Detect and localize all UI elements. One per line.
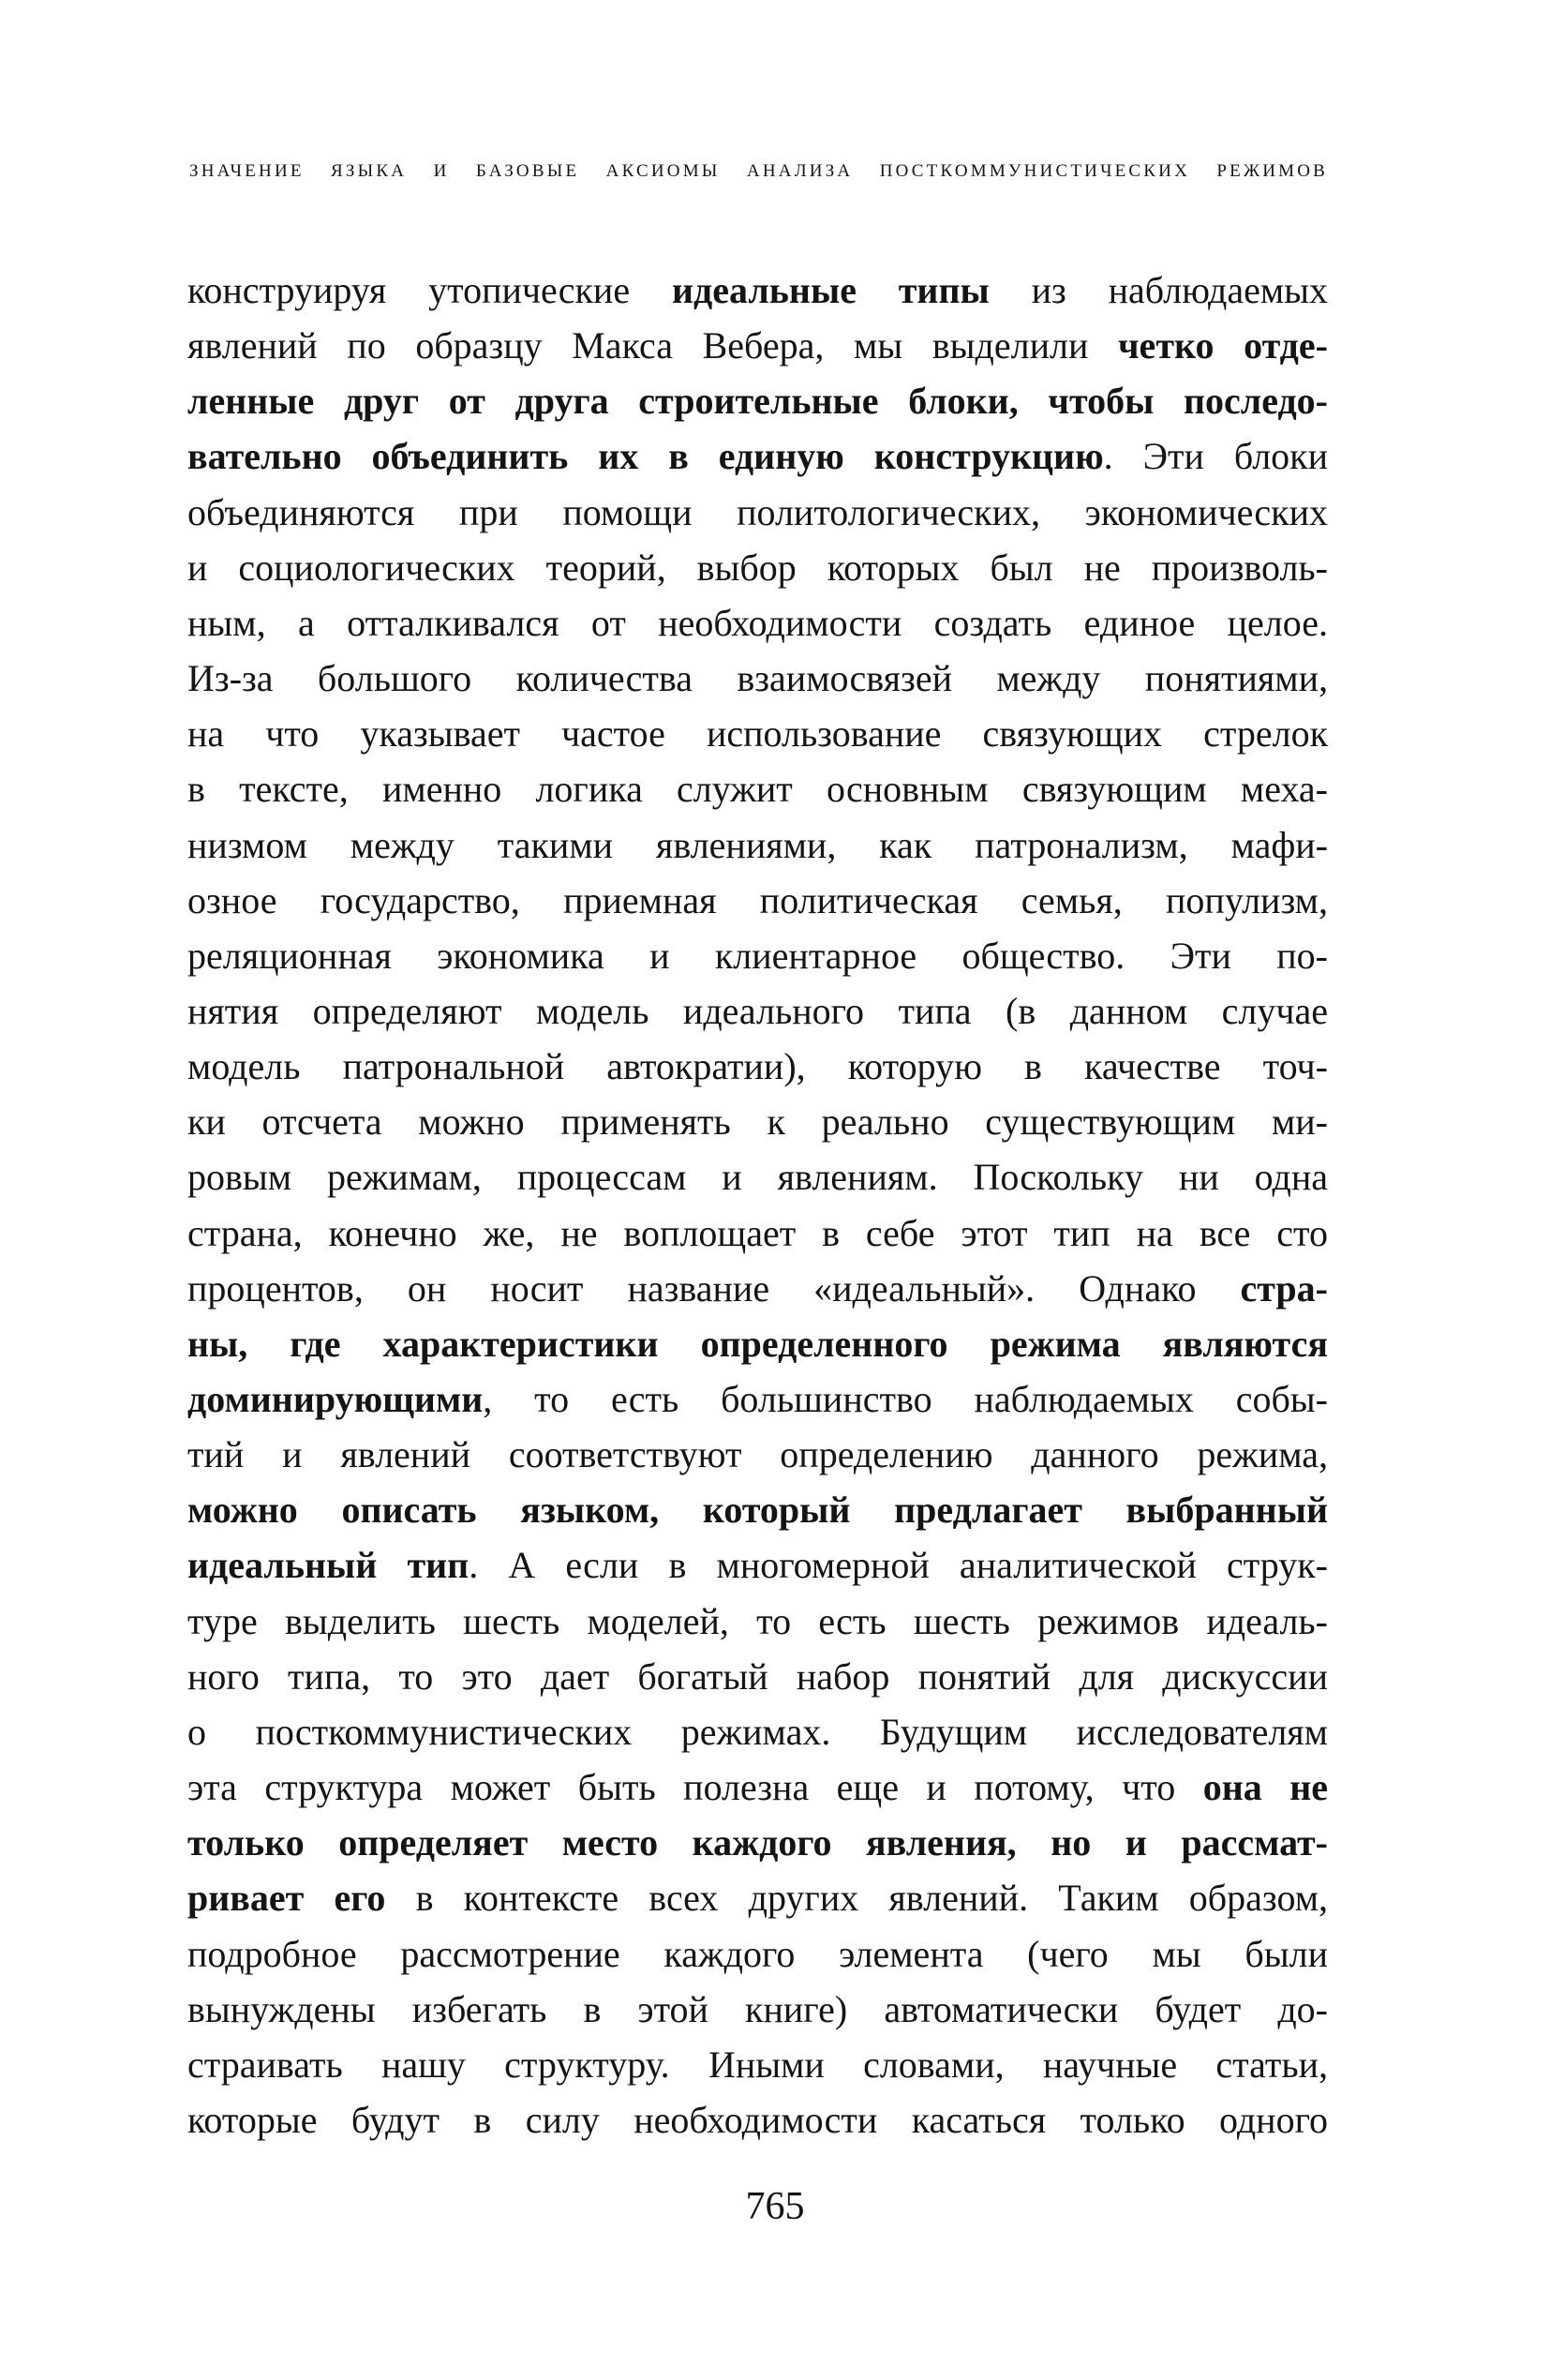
text-span: в контексте всех других явлений. Таким образом, (385, 1877, 1329, 1920)
text-line (187, 595, 1328, 651)
text-span: . Эти блоки (1103, 435, 1328, 478)
text-span: эта структура может быть полезна еще и потому, что (187, 1766, 1203, 1809)
text-span: ки отсчета можно применять к реально существующим ми- (187, 1100, 1328, 1144)
text-line (187, 706, 1328, 761)
text-span: из наблюдаемых (989, 269, 1329, 311)
text-line (187, 651, 1328, 706)
bold-text-span: только определяет место каждого явления, но и рассмат- (187, 1821, 1328, 1864)
text-line (187, 817, 1328, 873)
text-line (187, 1870, 1328, 1925)
text-span: и социологических теорий, выбор которых был не произволь- (187, 546, 1328, 589)
text-line (187, 983, 1328, 1039)
text-line (187, 1926, 1328, 1982)
text-line (187, 1594, 1328, 1649)
text-line (187, 1649, 1328, 1704)
bold-text-span: вательно объединить их в единую конструкцию (187, 435, 1104, 478)
text-span: нятия определяют модель идеального типа (в данном случае (187, 989, 1328, 1032)
running-head: ЗНАЧЕНИЕ ЯЗЫКА И БАЗОВЫЕ АКСИОМЫ АНАЛИЗА ПОСТКОММУНИСТИЧЕСКИХ РЕЖИМОВ (189, 161, 1328, 181)
text-span: конструируя утопические (187, 269, 672, 311)
bold-text-span: ривает его (187, 1877, 386, 1920)
text-line (187, 1039, 1328, 1094)
bold-text-span: стра- (1240, 1266, 1328, 1310)
text-span: подробное рассмотрение каждого элемента (чего мы были (187, 1932, 1328, 1975)
text-line (187, 873, 1328, 928)
text-span: модель патрональной автократии), которую в качестве точ- (187, 1045, 1328, 1088)
text-span: процентов, он носит название «идеальный». Однако (187, 1266, 1241, 1310)
text-span: реляционная экономика и клиентарное общество. Эти по- (187, 934, 1328, 977)
text-line (187, 1149, 1328, 1205)
text-span: страна, конечно же, не воплощает в себе этот тип на все сто (187, 1211, 1328, 1254)
text-span: объединяются при помощи политологических, экономических (187, 490, 1328, 533)
text-span: . А если в многомерной аналитической струк- (469, 1544, 1328, 1587)
text-line (187, 318, 1328, 373)
text-span: ровым режимам, процессам и явлениям. Поскольку ни одна (187, 1156, 1328, 1199)
text-span: , то есть большинство наблюдаемых собы- (483, 1378, 1328, 1420)
text-span: тий и явлений соответствуют определению данного режима, (187, 1433, 1328, 1476)
text-line (187, 373, 1328, 428)
text-span: Из-за большого количества взаимосвязей между понятиями, (187, 657, 1328, 700)
text-span: в тексте, именно логика служит основным связующим меха- (187, 768, 1328, 811)
text-line (187, 262, 1328, 318)
bold-text-span: идеальный тип (187, 1544, 469, 1587)
text-line (187, 428, 1328, 484)
text-line (187, 1371, 1328, 1427)
text-span: которые будут в силу необходимости касаться только одного (187, 2098, 1328, 2141)
text-line (187, 1094, 1328, 1149)
text-line (187, 1316, 1328, 1371)
text-span: явлений по образцу Макса Вебера, мы выделили (187, 324, 1118, 367)
text-line (187, 1427, 1328, 1482)
text-span: на что указывает частое использование связующих стрелок (187, 712, 1328, 756)
text-line (187, 540, 1328, 595)
text-line (187, 485, 1328, 540)
text-line (187, 928, 1328, 983)
text-span: озное государство, приемная политическая семья, популизм, (187, 878, 1328, 921)
text-line (187, 1759, 1328, 1815)
bold-text-span: идеальные типы (671, 269, 990, 311)
text-line (187, 2037, 1328, 2092)
text-line (187, 1704, 1328, 1759)
text-line (187, 2092, 1328, 2148)
text-line (187, 1482, 1328, 1537)
bold-text-span: ленные друг от друга строительные блоки, чтобы последо- (187, 380, 1328, 423)
text-line (187, 1205, 1328, 1261)
page-number: 765 (745, 2185, 805, 2228)
text-span: о посткоммунистических режимах. Будущим исследователям (187, 1710, 1328, 1753)
bold-text-span: она не (1202, 1766, 1328, 1809)
text-span: низмом между такими явлениями, как патронализм, мафи- (187, 823, 1328, 866)
text-span: вынуждены избегать в этой книге) автоматически будет до- (187, 1987, 1328, 2030)
text-span: туре выделить шесть моделей, то есть шесть режимов идеаль- (187, 1599, 1328, 1642)
bold-text-span: можно описать языком, который предлагает выбранный (187, 1489, 1328, 1532)
text-line (187, 1261, 1328, 1316)
text-span: страивать нашу структуру. Иными словами, научные статьи, (187, 2043, 1328, 2086)
bold-text-span: доминирующими (187, 1378, 484, 1420)
text-line (187, 1982, 1328, 2037)
text-line (187, 1537, 1328, 1593)
text-line (187, 761, 1328, 816)
text-line (187, 1815, 1328, 1870)
bold-text-span: четко отде- (1118, 324, 1328, 367)
text-span: ного типа, то это дает богатый набор понятий для дискуссии (187, 1654, 1328, 1698)
bold-text-span: ны, где характеристики определенного режима являются (187, 1322, 1328, 1365)
text-span: ным, а отталкивался от необходимости создать единое целое. (187, 601, 1328, 644)
